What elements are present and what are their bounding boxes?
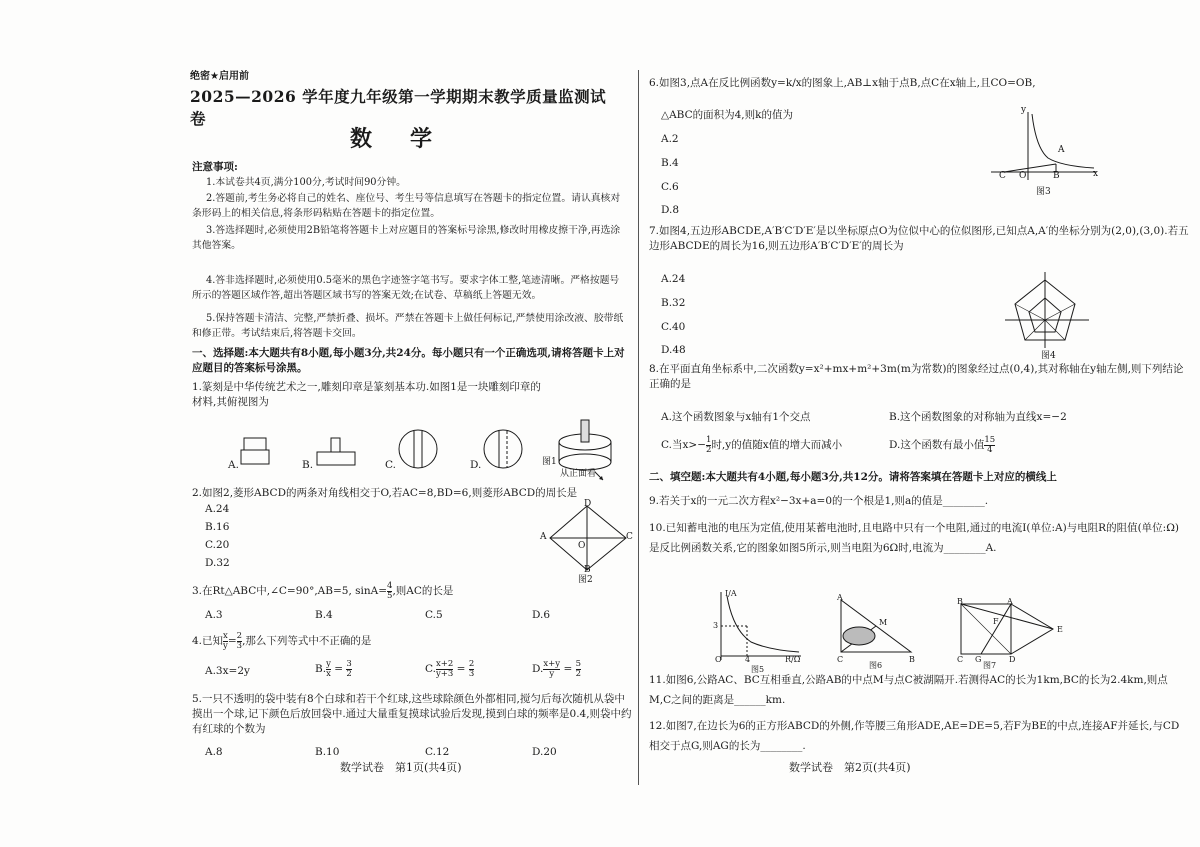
note-item: 1.本试卷共4页,满分100分,考试时间90分钟。 bbox=[206, 177, 406, 188]
q7-option-b: B.32 bbox=[661, 297, 686, 309]
fig5-tick-4: 4 bbox=[745, 655, 751, 664]
q7-figure-caption: 图4 bbox=[1041, 351, 1056, 361]
question-11: 11.如图6,公路AC、BC互相垂直,公路AB的中点M与点C被湖隔开.若测得AC的长为1km,BC的长为2.4km,则点M,C之间的距离是______km. bbox=[649, 674, 1168, 707]
q3-option-c: C.5 bbox=[425, 609, 443, 621]
section-fill-heading: 二、填空题:本大题共有4小题,每小题3分,共12分。请将答案填在答题卡上对应的横线上 bbox=[649, 471, 1057, 483]
question-6-line-2: △ABC的面积为4,则k的值为 bbox=[661, 109, 793, 121]
q6-label-x: x bbox=[1093, 169, 1099, 179]
q2-point-o: O bbox=[578, 541, 586, 551]
question-9: 9.若关于x的一元二次方程x²−3x+a=0的一个根是1,则a的值是________. bbox=[649, 495, 989, 507]
q1-figure-caption: 图1 bbox=[542, 457, 557, 467]
q1-option-b-figure bbox=[315, 436, 359, 468]
question-5: 5.一只不透明的袋中装有8个白球和若干个红球,这些球除颜色外都相同,搅匀后每次随机从袋中摸出一个球,记下颜色后放回袋中.通过大量重复摸球试验后发现,摸到白球的频率是0.4,则袋中约有红球的个数为 bbox=[192, 693, 632, 736]
q1-option-c: C. bbox=[385, 459, 396, 471]
q8-option-a: A.这个函数图象与x轴有1个交点 bbox=[661, 411, 811, 423]
fig6-point-a: A bbox=[837, 593, 843, 602]
q7-option-a: A.24 bbox=[661, 273, 686, 285]
q1-option-d-figure bbox=[482, 428, 526, 472]
q1-option-c-figure bbox=[397, 428, 441, 472]
fig7-caption: 图7 bbox=[983, 661, 997, 670]
q1-option-a: A. bbox=[228, 459, 239, 471]
fig7-point-g: G bbox=[975, 655, 982, 664]
q2-option-c: C.20 bbox=[205, 539, 230, 551]
fig7-point-c: C bbox=[957, 655, 964, 664]
q6-label-o: O bbox=[1019, 171, 1027, 181]
question-6-line-1: 6.如图3,点A在反比例函数y=k/x的图象上,AB⊥x轴于点B,点C在x轴上,且CO=OB, bbox=[649, 77, 1036, 89]
fig5-x-label: R/Ω bbox=[785, 655, 801, 664]
q4-option-a: A.3x=2y bbox=[205, 665, 250, 677]
question-12: 12.如图7,在边长为6的正方形ABCD的外侧,作等腰三角形ADE,AE=DE=5,若F为BE的中点,连接AF并延长,与CD相交于点G,则AG的长为________. bbox=[649, 720, 1180, 753]
q6-figure-caption: 图3 bbox=[1036, 187, 1051, 197]
section-choice-heading: 一、选择题:本大题共有8小题,每小题3分,共24分。每小题只有一个正确选项,请将答题卡上对应题目的答案标号涂黑。 bbox=[192, 347, 625, 375]
q5-option-c: C.12 bbox=[425, 746, 450, 758]
fig7-point-b: B bbox=[957, 597, 963, 606]
fig7-point-e: E bbox=[1057, 625, 1063, 634]
fig5-tick-3: 3 bbox=[713, 621, 719, 630]
question-1: 1.篆刻是中华传统艺术之一,雕刻印章是篆刻基本功.如图1是一块雕刻印章的材料,其俯视图为 bbox=[192, 381, 541, 409]
fig5-y-label: I/A bbox=[725, 589, 737, 598]
fig6-point-b: B bbox=[909, 655, 915, 664]
fig6-point-c: C bbox=[837, 655, 844, 664]
q8-option-d: D.这个函数有最小值 $\frac{15}{4}$ bbox=[889, 435, 996, 455]
q2-point-c: C bbox=[626, 532, 633, 542]
confidential-mark: 绝密★启用前 bbox=[190, 71, 249, 82]
q1-front-view-label: 从正面看 bbox=[560, 469, 597, 479]
page-2-footer: 数学试卷 第2页(共4页) bbox=[789, 761, 911, 774]
fig5-caption: 图5 bbox=[751, 665, 765, 674]
question-3: 3.在Rt△ABC中,∠C=90°,AB=5, sinA= $\frac{4}{5}$ ,则AC的长是 bbox=[192, 581, 454, 601]
question-7: 7.如图4,五边形ABCDE,A′B′C′D′E′是以坐标原点O为位似中心的位似图形,已知点A,A′的坐标分别为(2,0),(3,0).若五边形ABCDE的周长为16,则五边形A′B′C′D′E′的周长为 bbox=[649, 225, 1189, 253]
q3-option-b: B.4 bbox=[315, 609, 333, 621]
fig6-caption: 图6 bbox=[869, 661, 883, 670]
question-2: 2.如图2,菱形ABCD的两条对角线相交于O,若AC=8,BD=6,则菱形ABCD的周长是 bbox=[192, 487, 578, 499]
question-10: 10.已知蓄电池的电压为定值,使用某蓄电池时,且电路中只有一个电阻,通过的电流I(单位:A)与电阻R的阻值(单位:Ω)是反比例函数关系,它的图象如图5所示,则当电阻为6Ω时,电流为________A. bbox=[649, 522, 1180, 555]
q7-pentagon-figure bbox=[1001, 270, 1091, 352]
q1-option-b: B. bbox=[302, 459, 314, 471]
q6-label-c: C bbox=[999, 171, 1006, 181]
notes-heading: 注意事项: bbox=[192, 161, 238, 173]
q4-option-b: B. $\frac{y}{x}$ = $\frac{3}{2}$ bbox=[315, 659, 352, 679]
q6-label-a: A bbox=[1058, 145, 1065, 155]
exam-title: 2025—2026 学年度九年级第一学期期末教学质量监测试卷 bbox=[190, 87, 607, 129]
q6-option-b: B.4 bbox=[661, 157, 679, 169]
subject-title: 数学 bbox=[350, 126, 471, 152]
q1-option-d: D. bbox=[470, 459, 482, 471]
note-item: 3.答选择题时,必须使用2B铅笔将答题卡上对应题目的答案标号涂黑,修改时用橡皮擦干净,再选涂其他答案。 bbox=[192, 225, 621, 251]
q7-option-d: D.48 bbox=[661, 344, 686, 356]
q3-option-d: D.6 bbox=[532, 609, 551, 621]
q2-option-a: A.24 bbox=[205, 503, 230, 515]
q2-option-b: B.16 bbox=[205, 521, 230, 533]
fig7-point-a: A bbox=[1007, 597, 1013, 606]
q6-label-b: B bbox=[1053, 171, 1060, 181]
q2-point-b: B bbox=[584, 565, 591, 575]
q1-option-a-figure bbox=[240, 436, 280, 468]
fig5-origin: O bbox=[715, 655, 722, 664]
q2-point-a: A bbox=[540, 532, 547, 542]
question-4: 4.已知 $\frac{x}{y}$ = $\frac{2}{3}$ ,那么下列等式中不正确的是 bbox=[192, 631, 372, 651]
q8-option-c: C.当x>− $\frac{1}{2}$ 时,y的值随x值的增大而减小 bbox=[661, 435, 843, 455]
fig6-point-m: M bbox=[879, 618, 888, 627]
note-item: 5.保持答题卡清洁、完整,严禁折叠、损坏。严禁在答题卡上做任何标记,严禁使用涂改液、胶带纸和修正带。考试结束后,将答题卡交回。 bbox=[192, 313, 624, 339]
page-1-footer: 数学试卷 第1页(共4页) bbox=[340, 761, 462, 774]
q4-option-c: C. $\frac{x+2}{y+3}$ = $\frac{2}{3}$ bbox=[425, 659, 475, 679]
fig6-lake-triangle bbox=[835, 596, 919, 658]
question-8: 8.在平面直角坐标系中,二次函数y=x²+mx+m²+3m(m为常数)的图象经过点(0,4),其对称轴在y轴左侧,则下列结论正确的是 bbox=[649, 363, 1184, 391]
q5-option-d: D.20 bbox=[532, 746, 557, 758]
fig5-inverse-graph bbox=[709, 590, 805, 662]
q3-option-a: A.3 bbox=[205, 609, 223, 621]
q7-option-c: C.40 bbox=[661, 321, 686, 333]
q6-option-a: A.2 bbox=[661, 133, 679, 145]
q4-option-d: D. $\frac{x+y}{y}$ = $\frac{5}{2}$ bbox=[532, 659, 582, 679]
note-item: 4.答非选择题时,必须使用0.5毫米的黑色字迹签字笔书写。要求字体工整,笔迹清晰。严格按题号所示的答题区域作答,超出答题区域书写的答案无效;在试卷、草稿纸上答题无效。 bbox=[192, 275, 620, 301]
fig7-point-d: D bbox=[1009, 655, 1016, 664]
q8-option-b: B.这个函数图象的对称轴为直线x=−2 bbox=[889, 411, 1067, 423]
q6-option-c: C.6 bbox=[661, 181, 679, 193]
q5-option-b: B.10 bbox=[315, 746, 340, 758]
page-2 bbox=[641, 0, 1200, 847]
q2-point-d: D bbox=[584, 499, 592, 509]
q2-figure-caption: 图2 bbox=[578, 575, 593, 585]
q6-option-d: D.8 bbox=[661, 204, 680, 216]
q5-option-a: A.8 bbox=[205, 746, 223, 758]
q2-option-d: D.32 bbox=[205, 557, 230, 569]
fig7-point-f: F bbox=[993, 617, 999, 626]
q6-label-y: y bbox=[1021, 105, 1027, 115]
note-item: 2.答题前,考生务必将自己的姓名、座位号、考生号等信息填写在答题卡的指定位置。请认真核对条形码上的相关信息,将条形码粘贴在答题卡的指定位置。 bbox=[192, 193, 621, 219]
